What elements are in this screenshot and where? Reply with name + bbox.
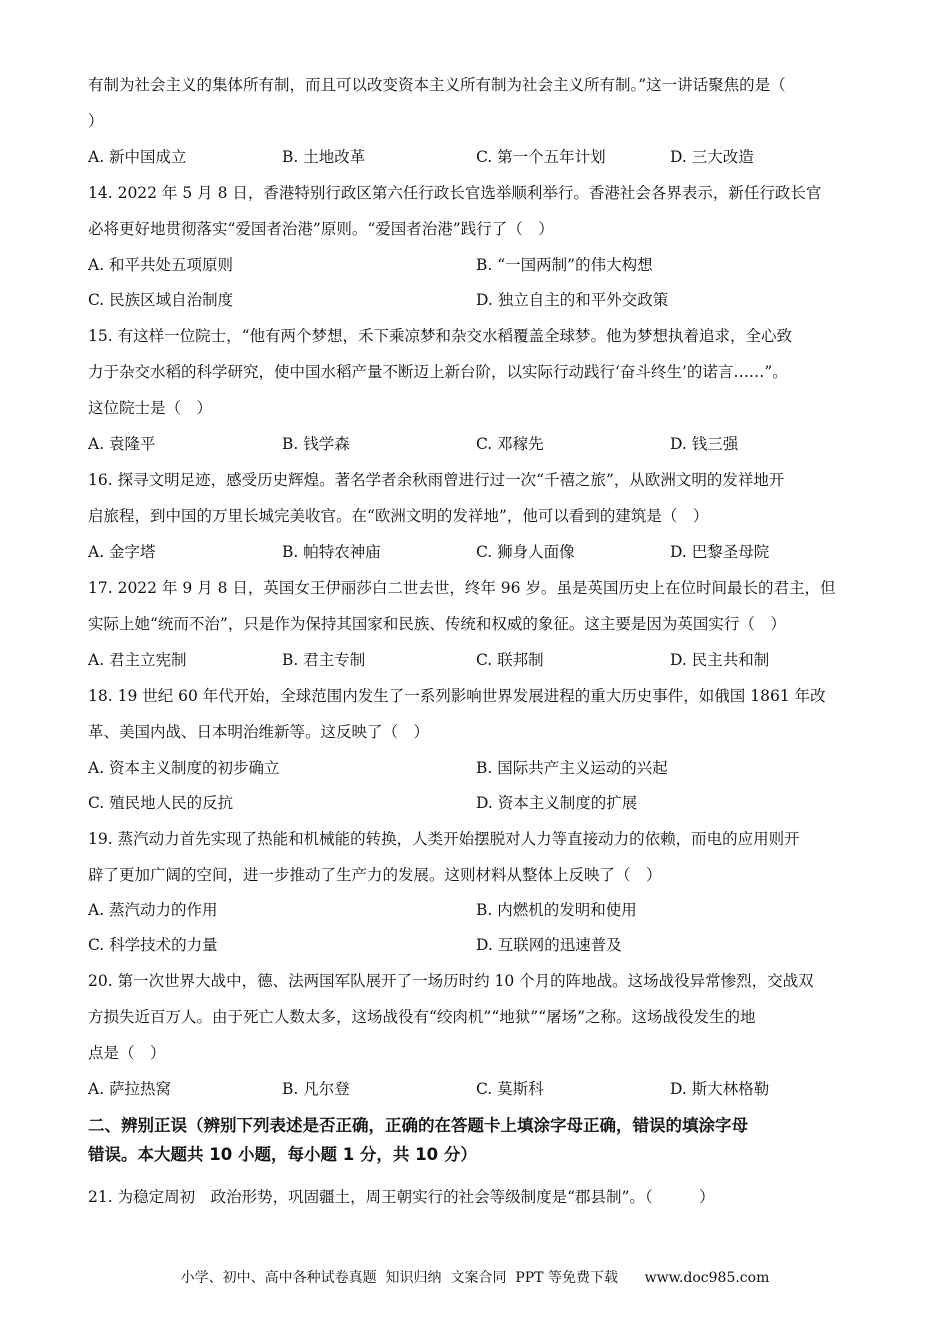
q14-option-c: C. 民族区域自治制度 xyxy=(88,291,234,309)
q14-option-a: A. 和平共处五项原则 xyxy=(88,256,234,274)
q15-stem-line: 这位院士是（ ） xyxy=(88,399,213,417)
q13-option-d: D. 三大改造 xyxy=(670,148,754,166)
q15-option-b: B. 钱学森 xyxy=(282,435,350,453)
q20-stem-line: 方损失近百万人。由于死亡人数太多，这场战役有“绞肉机”“地狱”“屠场”之称。这场战役发生的地 xyxy=(88,1008,756,1026)
q20-option-a: A. 萨拉热窝 xyxy=(88,1080,172,1098)
q20-stem-line: 点是（ ） xyxy=(88,1044,166,1062)
q21-stem-line: 21. 为稳定周初 政治形势，巩固疆土，周王朝实行的社会等级制度是“郡县制”。（ ） xyxy=(88,1188,715,1206)
q14-option-b: B. “一国两制”的伟大构想 xyxy=(476,256,653,274)
q17-option-b: B. 君主专制 xyxy=(282,651,366,669)
q16-option-a: A. 金字塔 xyxy=(88,543,156,561)
q17-option-a: A. 君主立宪制 xyxy=(88,651,187,669)
q19-stem-line: 19. 蒸汽动力首先实现了热能和机械能的转换，人类开始摆脱对人力等直接动力的依赖，而电的应用则开 xyxy=(88,830,800,848)
q19-option-d: D. 互联网的迅速普及 xyxy=(476,936,622,954)
q20-option-b: B. 凡尔登 xyxy=(282,1080,350,1098)
q17-stem-line: 实际上她“统而不治”，只是作为保持其国家和民族、传统和权威的象征。这主要是因为英国实行（ ） xyxy=(88,615,786,633)
q18-option-a: A. 资本主义制度的初步确立 xyxy=(88,759,280,777)
q17-option-c: C. 联邦制 xyxy=(476,651,544,669)
q18-stem-line: 18. 19 世纪 60 年代开始，全球范围内发生了一系列影响世界发展进程的重大历史事件，如俄国 1861 年改 xyxy=(88,687,826,705)
q20-option-d: D. 斯大林格勒 xyxy=(670,1080,770,1098)
q20-stem-line: 20. 第一次世界大战中，德、法两国军队展开了一场历时约 10 个月的阵地战。这场战役异常惨烈，交战双 xyxy=(88,972,814,990)
q13-stem-line: 有制为社会主义的集体所有制，而且可以改变资本主义所有制为社会主义所有制。”这一讲话聚焦的是（ xyxy=(88,76,786,94)
q16-option-d: D. 巴黎圣母院 xyxy=(670,543,770,561)
q13-stem-line: ） xyxy=(88,112,104,130)
q14-option-d: D. 独立自主的和平外交政策 xyxy=(476,291,669,309)
q19-option-c: C. 科学技术的力量 xyxy=(88,936,218,954)
q13-option-b: B. 土地改革 xyxy=(282,148,366,166)
q15-stem-line: 力于杂交水稻的科学研究，使中国水稻产量不断迈上新台阶，以实际行动践行‘奋斗终生’的诺言……”。 xyxy=(88,363,788,381)
q19-stem-line: 辟了更加广阔的空间，进一步推动了生产力的发展。这则材料从整体上反映了（ ） xyxy=(88,866,662,884)
q18-option-b: B. 国际共产主义运动的兴起 xyxy=(476,759,668,777)
q14-stem-line: 必将更好地贯彻落实“爱国者治港”原则。“爱国者治港”践行了（ ） xyxy=(88,220,554,238)
q13-option-c: C. 第一个五年计划 xyxy=(476,148,606,166)
q16-stem-line: 启旅程，到中国的万里长城完美收官。在“欧洲文明的发祥地”，他可以看到的建筑是（ ） xyxy=(88,507,709,525)
q16-option-c: C. 狮身人面像 xyxy=(476,543,575,561)
q13-option-a: A. 新中国成立 xyxy=(88,148,187,166)
q17-option-d: D. 民主共和制 xyxy=(670,651,770,669)
section-heading: 错误。本大题共 10 小题，每小题 1 分，共 10 分） xyxy=(88,1145,477,1164)
q20-option-c: C. 莫斯科 xyxy=(476,1080,544,1098)
q18-option-d: D. 资本主义制度的扩展 xyxy=(476,794,638,812)
q15-option-d: D. 钱三强 xyxy=(670,435,739,453)
section-heading: 二、辨别正误（辨别下列表述是否正确，正确的在答题卡上填涂字母正确，错误的填涂字母 xyxy=(88,1116,748,1135)
q15-option-a: A. 袁隆平 xyxy=(88,435,156,453)
q19-option-a: A. 蒸汽动力的作用 xyxy=(88,901,218,919)
q15-option-c: C. 邓稼先 xyxy=(476,435,544,453)
q15-stem-line: 15. 有这样一位院士，“他有两个梦想，禾下乘凉梦和杂交水稻覆盖全球梦。他为梦想执着追求，全心致 xyxy=(88,327,793,345)
q16-option-b: B. 帕特农神庙 xyxy=(282,543,381,561)
q19-option-b: B. 内燃机的发明和使用 xyxy=(476,901,637,919)
q16-stem-line: 16. 探寻文明足迹，感受历史辉煌。著名学者余秋雨曾进行过一次“千禧之旅”，从欧洲文明的发祥地开 xyxy=(88,471,785,489)
q18-option-c: C. 殖民地人民的反抗 xyxy=(88,794,234,812)
page-footer: 小学、初中、高中各种试卷真题 知识归纳 文案合同 PPT 等免费下载 www.doc985.com xyxy=(180,1270,770,1286)
q14-stem-line: 14. 2022 年 5 月 8 日，香港特别行政区第六任行政长官选举顺利举行。香港社会各界表示，新任行政长官 xyxy=(88,184,822,202)
q17-stem-line: 17. 2022 年 9 月 8 日，英国女王伊丽莎白二世去世，终年 96 岁。虽是英国历史上在位时间最长的君主，但 xyxy=(88,579,836,597)
q18-stem-line: 革、美国内战、日本明治维新等。这反映了（ ） xyxy=(88,723,430,741)
